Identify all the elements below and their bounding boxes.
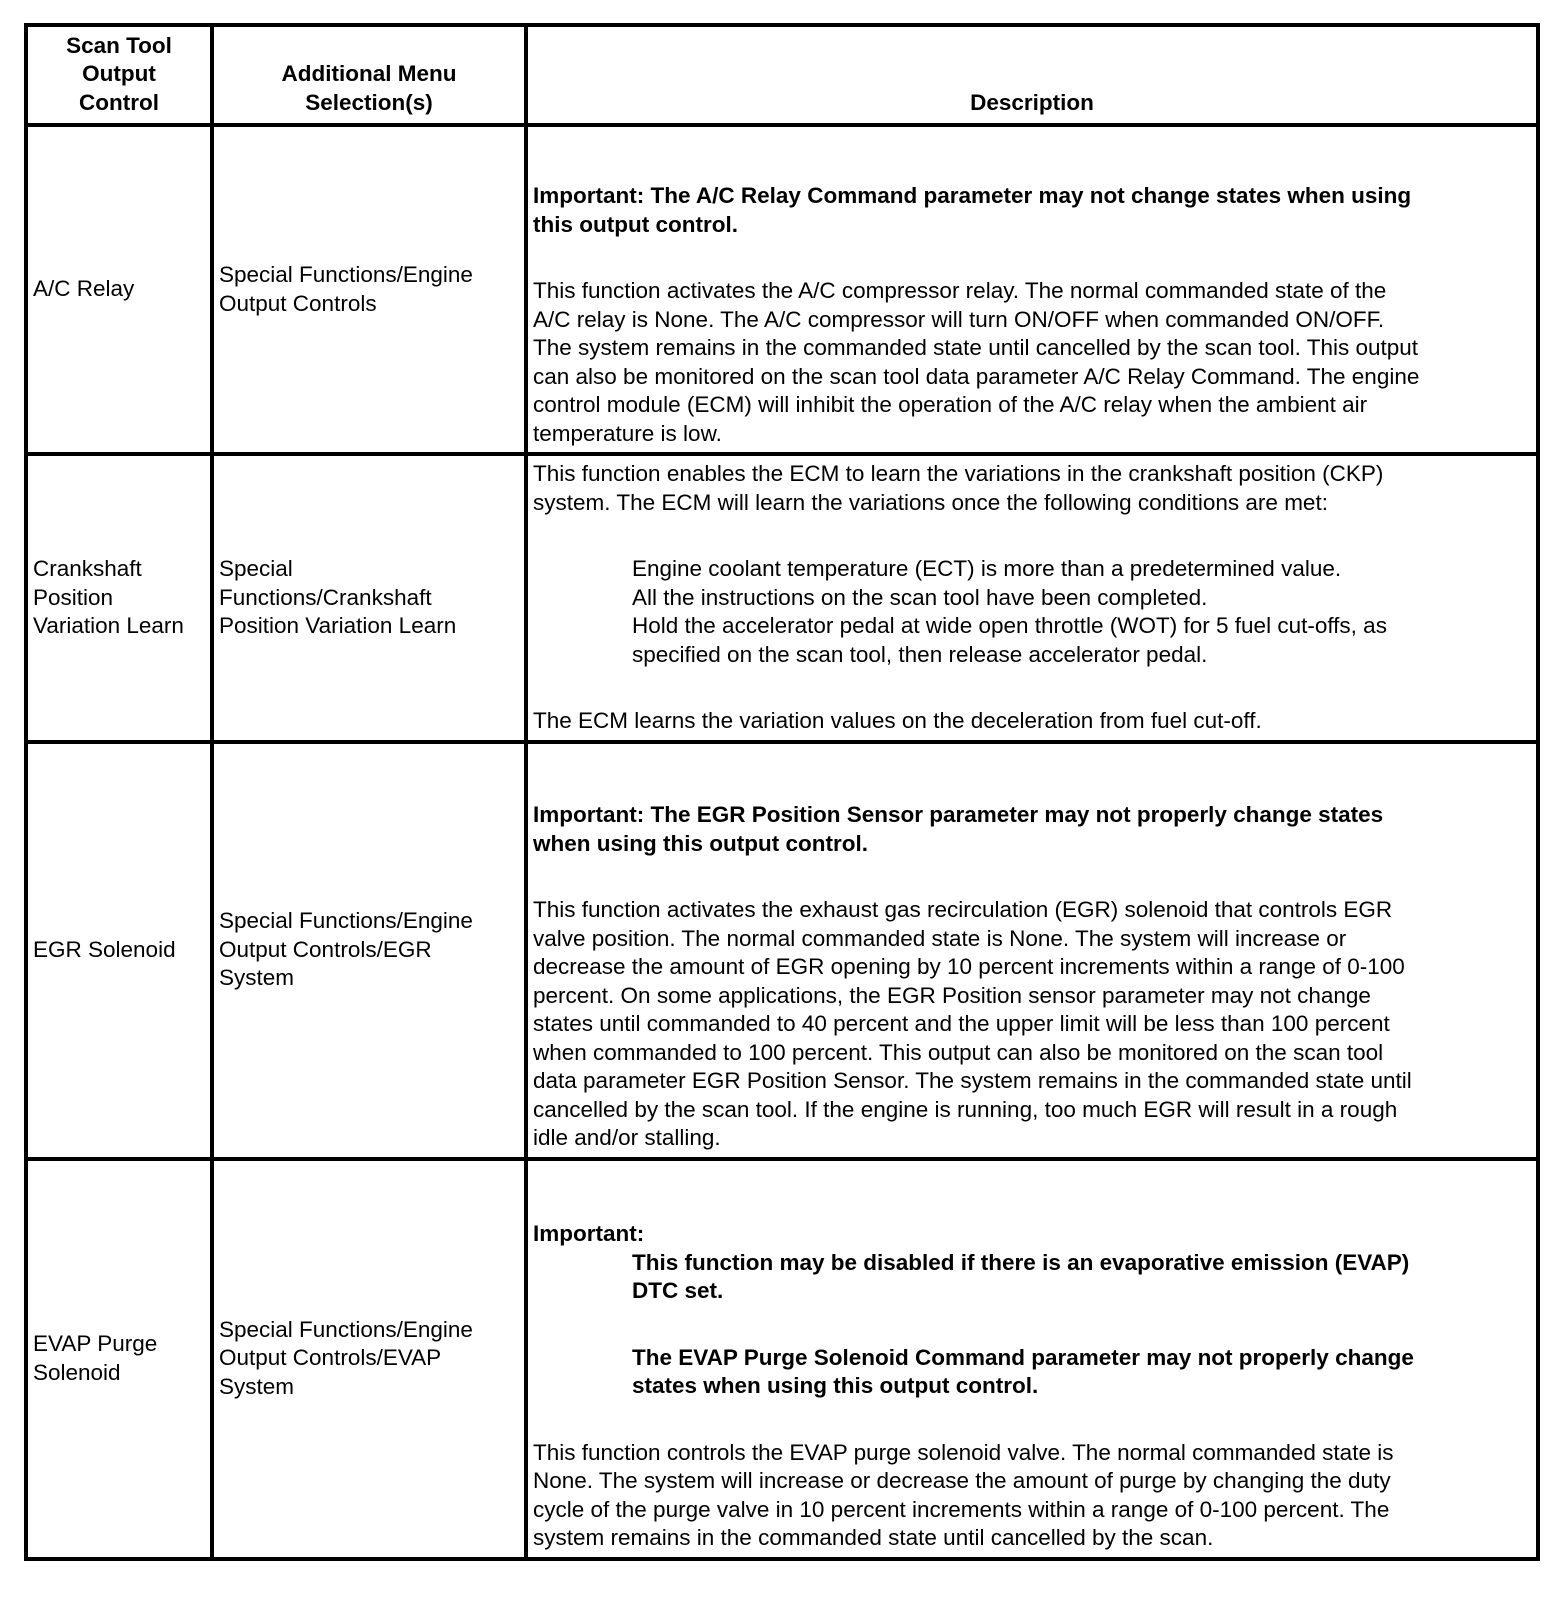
menu-cell: [212, 125, 526, 454]
body-line: This function activates the exhaust gas recirculation (EGR) solenoid that controls EGR: [533, 897, 1393, 922]
header-row: [26, 25, 1538, 125]
header-line: Selection(s): [305, 89, 433, 115]
header-additional-menu-selections: [212, 25, 526, 125]
control-name: Position: [33, 584, 114, 610]
body-line: valve position. The normal commanded state is None. The system will increase or: [533, 925, 1347, 951]
body-line: The system remains in the commanded state until cancelled by the scan tool. This output: [533, 335, 1419, 360]
menu-line: System: [219, 1373, 295, 1399]
header-line: Description: [970, 89, 1094, 115]
body-line: This function enables the ECM to learn the variations in the crankshaft position (CKP): [533, 461, 1384, 486]
important-line: states when using this output control.: [632, 1373, 1039, 1398]
control-name: Crankshaft: [33, 556, 142, 581]
body-line: data parameter EGR Position Sensor. The system remains in the commanded state until: [533, 1068, 1412, 1093]
body-line: system. The ECM will learn the variations once the following conditions are met:: [533, 489, 1328, 515]
body-line: system remains in the commanded state until cancelled by the scan.: [533, 1525, 1214, 1550]
condition-line: specified on the scan tool, then release accelerator pedal.: [632, 641, 1208, 667]
menu-cell: [212, 1159, 526, 1559]
header-line: Scan Tool: [66, 32, 172, 58]
body-line: can also be monitored on the scan tool data parameter A/C Relay Command. The engine: [533, 363, 1420, 389]
table-row-crankshaft-position-variation-learn: [26, 454, 1538, 742]
menu-line: Special Functions/Engine: [219, 908, 473, 934]
important-line: The EVAP Purge Solenoid Command parameter may not properly change: [632, 1344, 1414, 1370]
description-cell: [526, 742, 1538, 1159]
important-line: when using this output control.: [533, 830, 868, 856]
table-row-egr-solenoid: [26, 742, 1538, 1159]
body-line: cancelled by the scan tool. If the engine is running, too much EGR will result in a rough: [533, 1096, 1398, 1122]
menu-line: Special Functions/Engine: [219, 262, 473, 287]
header-description: [526, 25, 1538, 125]
description-cell: [526, 454, 1538, 742]
important-line: this output control.: [533, 211, 738, 237]
important-note: [533, 1344, 1531, 1401]
description-intro: [533, 460, 1531, 517]
control-name: Solenoid: [33, 1359, 121, 1385]
header-line: Output: [82, 61, 156, 86]
body-line: when commanded to 100 percent. This output can also be monitored on the scan tool: [533, 1039, 1384, 1065]
menu-line: Functions/Crankshaft: [219, 584, 432, 610]
table-row-ac-relay: [26, 125, 1538, 454]
menu-line: Output Controls/EGR: [219, 936, 432, 962]
body-line: A/C relay is None. The A/C compressor will turn ON/OFF when commanded ON/OFF.: [533, 306, 1385, 332]
menu-line: Special: [219, 556, 293, 581]
menu-line: Special Functions/Engine: [219, 1316, 473, 1342]
body-line: This function controls the EVAP purge solenoid valve. The normal commanded state is: [533, 1439, 1394, 1465]
condition-line: Engine coolant temperature (ECT) is more than a predetermined value.: [632, 556, 1342, 581]
body-line: None. The system will increase or decrease the amount of purge by changing the duty: [533, 1468, 1391, 1493]
header-scan-tool-output-control: [26, 25, 212, 125]
control-name: A/C Relay: [33, 276, 135, 302]
important-note: [533, 1249, 1531, 1306]
control-cell: [26, 742, 212, 1159]
menu-line: Output Controls: [219, 290, 377, 316]
document: [24, 23, 1536, 1561]
description-cell: [526, 1159, 1538, 1559]
body-line: cycle of the purge valve in 10 percent increments within a range of 0-100 percent. The: [533, 1496, 1390, 1522]
control-cell: [26, 125, 212, 454]
description-body: [533, 1439, 1531, 1553]
body-line: This function activates the A/C compressor relay. The normal commanded state of the: [533, 278, 1387, 303]
important-line: Important: The EGR Position Sensor parameter may not properly change states: [533, 802, 1384, 827]
menu-line: Output Controls/EVAP: [219, 1345, 442, 1371]
control-cell: [26, 454, 212, 742]
conditions-list: [533, 555, 1531, 669]
body-line: decrease the amount of EGR opening by 10 percent increments within a range of 0-100: [533, 954, 1405, 979]
body-line: percent. On some applications, the EGR Position sensor parameter may not change: [533, 982, 1371, 1008]
description-cell: [526, 125, 1538, 454]
control-name: EGR Solenoid: [33, 936, 176, 962]
important-label: Important:: [533, 1221, 645, 1246]
description-outro: The ECM learns the variation values on the deceleration from fuel cut-off.: [533, 708, 1262, 733]
header-line: Control: [79, 89, 159, 115]
body-line: states until commanded to 40 percent and the upper limit will be less than 100 percent: [533, 1011, 1390, 1036]
menu-cell: [212, 742, 526, 1159]
important-line: Important: The A/C Relay Command parameter may not change states when using: [533, 183, 1412, 208]
menu-line: System: [219, 965, 295, 991]
menu-cell: [212, 454, 526, 742]
control-name: EVAP Purge: [33, 1331, 158, 1356]
output-controls-table: [24, 23, 1540, 1561]
condition-line: All the instructions on the scan tool have been completed.: [632, 584, 1208, 610]
important-line: This function may be disabled if there is an evaporative emission (EVAP): [632, 1249, 1410, 1275]
description-body: [533, 896, 1531, 1153]
table-row-evap-purge-solenoid: [26, 1159, 1538, 1559]
condition-line: Hold the accelerator pedal at wide open throttle (WOT) for 5 fuel cut-offs, as: [632, 613, 1387, 638]
important-note: [533, 182, 1531, 239]
description-body: [533, 277, 1531, 448]
menu-line: Position Variation Learn: [219, 613, 457, 638]
control-name: Variation Learn: [33, 613, 184, 638]
body-line: temperature is low.: [533, 420, 722, 446]
control-cell: [26, 1159, 212, 1559]
body-line: control module (ECM) will inhibit the operation of the A/C relay when the ambient air: [533, 392, 1368, 417]
body-line: idle and/or stalling.: [533, 1125, 721, 1150]
important-note: [533, 801, 1531, 858]
important-line: DTC set.: [632, 1278, 724, 1303]
header-line: Additional Menu: [281, 61, 457, 86]
